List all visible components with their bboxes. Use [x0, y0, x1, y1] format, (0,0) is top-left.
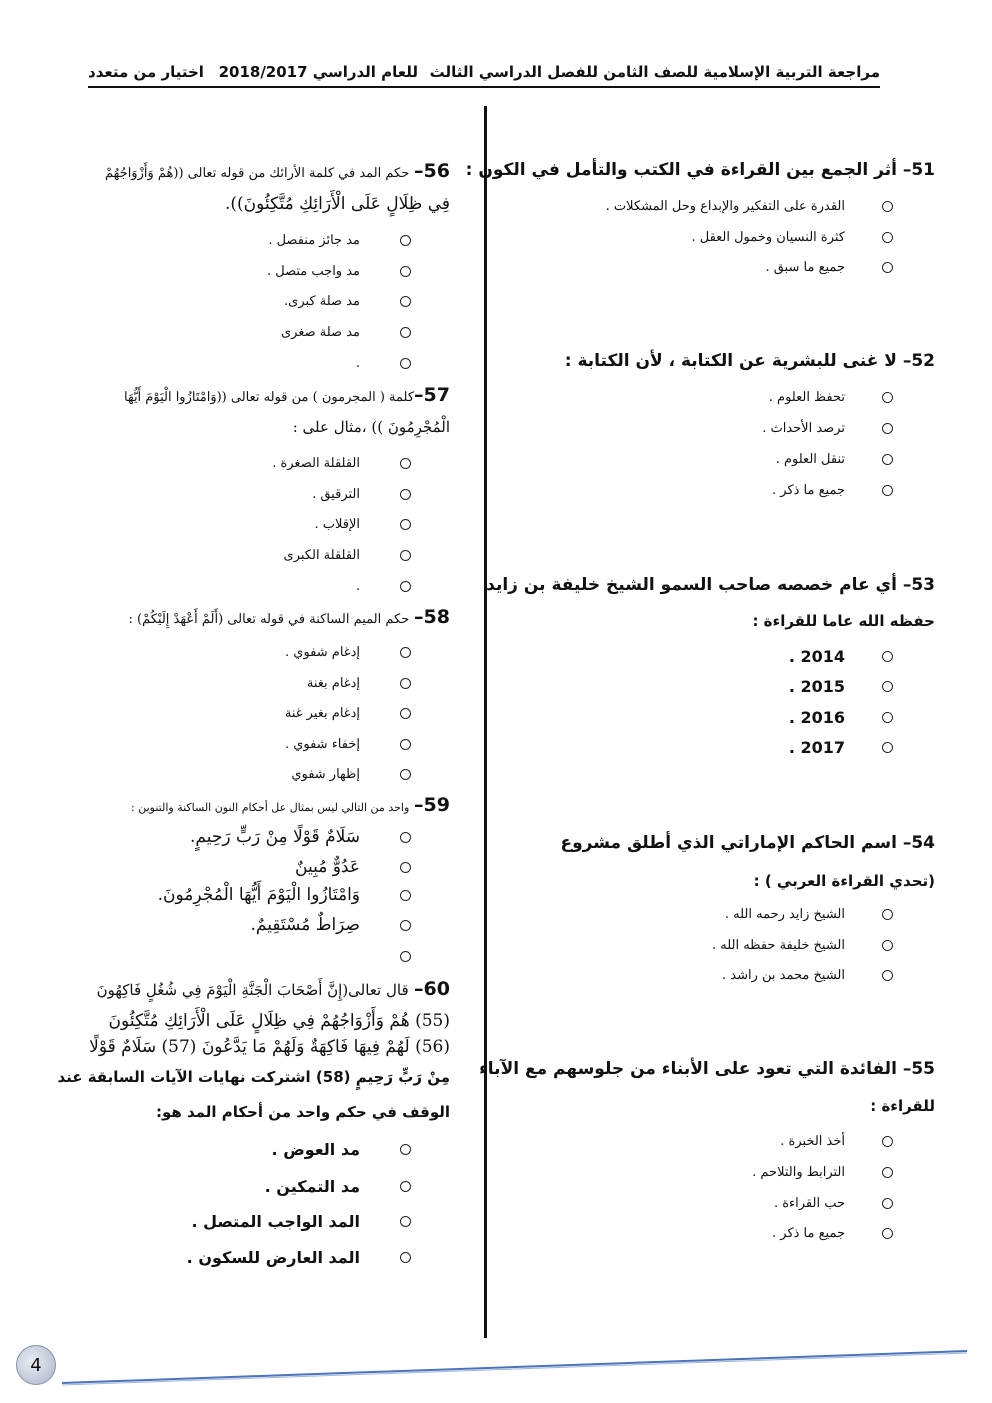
radio-icon[interactable] [882, 1198, 893, 1209]
q56-line1: 56– حكم المد في كلمة الأرائك من قوله تعالى ((هُمْ وَأَزْوَاجُهُمْ [105, 160, 450, 182]
radio-icon[interactable] [882, 392, 893, 403]
q60-line1: 60– قال تعالى(إِنَّ أَصْحَابَ الْجَنَّةِ الْيَوْمَ فِي شُغُلٍ فَاكِهُونَ [96, 978, 450, 1000]
q55-option-4[interactable]: جميع ما ذكر . [545, 1222, 935, 1244]
q51-option-2[interactable]: كثرة النسيان وخمول العقل . [545, 226, 935, 248]
radio-icon[interactable] [400, 519, 411, 530]
q54-option-1[interactable]: الشيخ زايد رحمه الله . [545, 903, 935, 925]
radio-icon[interactable] [400, 708, 411, 719]
header-title: مراجعة التربية الإسلامية للصف الثامن للفصل الدراسي الثالث [429, 63, 880, 81]
q60-option-2[interactable]: مد التمكين . [60, 1175, 450, 1197]
footer-line [62, 1350, 967, 1390]
radio-icon[interactable] [400, 678, 411, 689]
radio-icon[interactable] [882, 232, 893, 243]
radio-icon[interactable] [400, 1181, 411, 1192]
q57-option-4[interactable]: القلقلة الكبرى [60, 544, 450, 566]
q54-title: 54– اسم الحاكم الإماراتي الذي أطلق مشروع [560, 833, 935, 853]
radio-icon[interactable] [400, 327, 411, 338]
q58-option-1[interactable]: إدغام شفوي . [60, 641, 450, 663]
q52-option-3[interactable]: تنقل العلوم . [545, 448, 935, 470]
q51-option-3[interactable]: جميع ما سبق . [545, 256, 935, 278]
radio-icon[interactable] [400, 458, 411, 469]
radio-icon[interactable] [882, 262, 893, 273]
radio-icon[interactable] [400, 550, 411, 561]
q60-option-4[interactable]: المد العارض للسكون . [60, 1246, 450, 1268]
radio-icon[interactable] [400, 581, 411, 592]
q58-option-2[interactable]: إدغام بغنة [60, 672, 450, 694]
radio-icon[interactable] [882, 423, 893, 434]
radio-icon[interactable] [882, 1228, 893, 1239]
header-type: اختيار من متعدد [88, 63, 204, 81]
radio-icon[interactable] [882, 454, 893, 465]
radio-icon[interactable] [400, 1252, 411, 1263]
q57-option-3[interactable]: الإقلاب . [60, 513, 450, 535]
q53-option-3[interactable]: 2016 . [545, 706, 935, 728]
radio-icon[interactable] [882, 909, 893, 920]
q55-option-1[interactable]: أخذ الخبرة . [545, 1130, 935, 1152]
radio-icon[interactable] [400, 769, 411, 780]
radio-icon[interactable] [882, 201, 893, 212]
q56-option-4[interactable]: مد صلة صغرى [60, 321, 450, 343]
q58-option-5[interactable]: إظهار شفوي [60, 763, 450, 785]
column-divider [484, 106, 487, 1338]
q53-line2: حفظه الله عاما للقراءة : [752, 612, 935, 630]
q51-option-1[interactable]: القدرة على التفكير والإبداع وحل المشكلات . [545, 195, 935, 217]
radio-icon[interactable] [882, 1136, 893, 1147]
radio-icon[interactable] [882, 681, 893, 692]
q59-line1: 59– واحد من التالي ليس بمثال عل أحكام النون الساكنة والتنوين : [131, 794, 450, 816]
radio-icon[interactable] [882, 940, 893, 951]
q60-line4: مِنْ رَبٍّ رَحِيمٍ (58) اشتركت نهايات الآيات السابقة عند [57, 1068, 450, 1086]
q59-option-5[interactable] [60, 945, 450, 967]
q58-line1: 58– حكم الميم الساكنة في قوله تعالى (أَلَمْ أَعْهَدْ إِلَيْكُمْ) : [128, 606, 450, 628]
q57-line1: 57–كلمة ( المجرمون ) من قوله تعالى ((وَامْتَازُوا الْيَوْمَ أَيُّهَا [123, 384, 450, 406]
q56-option-2[interactable]: مد واجب متصل . [60, 260, 450, 282]
q51-title: 51– أثر الجمع بين القراءة في الكتب والتأمل في الكون : [465, 160, 935, 180]
q54-line2: (تحدي القراءة العربي ) : [753, 872, 935, 890]
radio-icon[interactable] [400, 235, 411, 246]
q53-option-1[interactable]: 2014 . [545, 645, 935, 667]
q56-option-5[interactable]: . [60, 352, 450, 374]
q53-option-4[interactable]: 2017 . [545, 736, 935, 758]
q52-title: 52– لا غنى للبشرية عن الكتابة ، لأن الكتابة : [564, 351, 935, 371]
radio-icon[interactable] [400, 1144, 411, 1155]
radio-icon[interactable] [882, 1167, 893, 1178]
q57-option-1[interactable]: القلقلة الصغرة . [60, 452, 450, 474]
q60-line2: (55) هُمْ وَأَزْوَاجُهُمْ فِي ظِلَالٍ عَلَى الْأَرَائِكِ مُتَّكِئُونَ [108, 1011, 450, 1031]
q56-option-3[interactable]: مد صلة كبرى. [60, 290, 450, 312]
radio-icon[interactable] [882, 485, 893, 496]
radio-icon[interactable] [400, 862, 411, 873]
header-year: للعام الدراسي 2018/2017 [218, 63, 418, 81]
q60-line3: (56) لَهُمْ فِيهَا فَاكِهَةٌ وَلَهُمْ مَا يَدَّعُونَ (57) سَلَامٌ قَوْلًا [89, 1037, 450, 1057]
q59-option-2[interactable]: عَدُوٌّ مُبِينٌ [60, 856, 450, 878]
radio-icon[interactable] [400, 832, 411, 843]
q57-option-2[interactable]: الترقيق . [60, 483, 450, 505]
q53-option-2[interactable]: 2015 . [545, 675, 935, 697]
q55-title: 55– الفائدة التي تعود على الأبناء من جلوسهم مع الآباء [479, 1059, 935, 1079]
radio-icon[interactable] [400, 647, 411, 658]
q55-option-3[interactable]: حب القراءة . [545, 1192, 935, 1214]
q54-option-3[interactable]: الشيخ محمد بن راشد . [545, 964, 935, 986]
q58-option-3[interactable]: إدغام بغير غنة [60, 702, 450, 724]
radio-icon[interactable] [400, 951, 411, 962]
q59-option-1[interactable]: سَلَامٌ قَوْلًا مِنْ رَبٍّ رَحِيمٍ. [60, 826, 450, 848]
radio-icon[interactable] [400, 890, 411, 901]
q52-option-2[interactable]: ترصد الأحداث . [545, 417, 935, 439]
page-number: 4 [16, 1345, 56, 1385]
q60-line5: الوقف في حكم واحد من أحكام المد هو: [155, 1103, 450, 1121]
q59-option-3[interactable]: وَامْتَازُوا الْيَوْمَ أَيُّهَا الْمُجْرِمُونَ. [60, 884, 450, 906]
left-column [57, 0, 450, 1300]
radio-icon[interactable] [400, 266, 411, 277]
q57-option-5[interactable]: . [60, 575, 450, 597]
radio-icon[interactable] [882, 712, 893, 723]
radio-icon[interactable] [400, 739, 411, 750]
q52-option-4[interactable]: جميع ما ذكر . [545, 479, 935, 501]
radio-icon[interactable] [882, 742, 893, 753]
radio-icon[interactable] [400, 296, 411, 307]
radio-icon[interactable] [882, 970, 893, 981]
q57-line2: الْمُجْرِمُونَ )) ،مثال على : [292, 418, 450, 436]
radio-icon[interactable] [400, 489, 411, 500]
radio-icon[interactable] [400, 920, 411, 931]
right-column [465, 0, 935, 1300]
radio-icon[interactable] [400, 1216, 411, 1227]
radio-icon[interactable] [400, 358, 411, 369]
q58-option-4[interactable]: إخفاء شفوي . [60, 733, 450, 755]
q55-option-2[interactable]: الترابط والتلاحم . [545, 1161, 935, 1183]
q54-option-2[interactable]: الشيخ خليفة حفظه الله . [545, 934, 935, 956]
q52-option-1[interactable]: تحفظ العلوم . [545, 386, 935, 408]
q59-option-4[interactable]: صِرَاطٌ مُسْتَقِيمٌ. [60, 914, 450, 936]
radio-icon[interactable] [882, 651, 893, 662]
q56-line2: فِي ظِلَالٍ عَلَى الْأَرَائِكِ مُتَّكِئُونَ)). [225, 194, 450, 214]
q56-option-1[interactable]: مد جائز منفصل . [60, 229, 450, 251]
q60-option-1[interactable]: مد العوض . [60, 1138, 450, 1160]
q60-option-3[interactable]: المد الواجب المتصل . [60, 1210, 450, 1232]
q55-line2: للقراءة : [870, 1097, 935, 1115]
q53-title: 53– أي عام خصصه صاحب السمو الشيخ خليفة بن زايد [486, 575, 935, 595]
